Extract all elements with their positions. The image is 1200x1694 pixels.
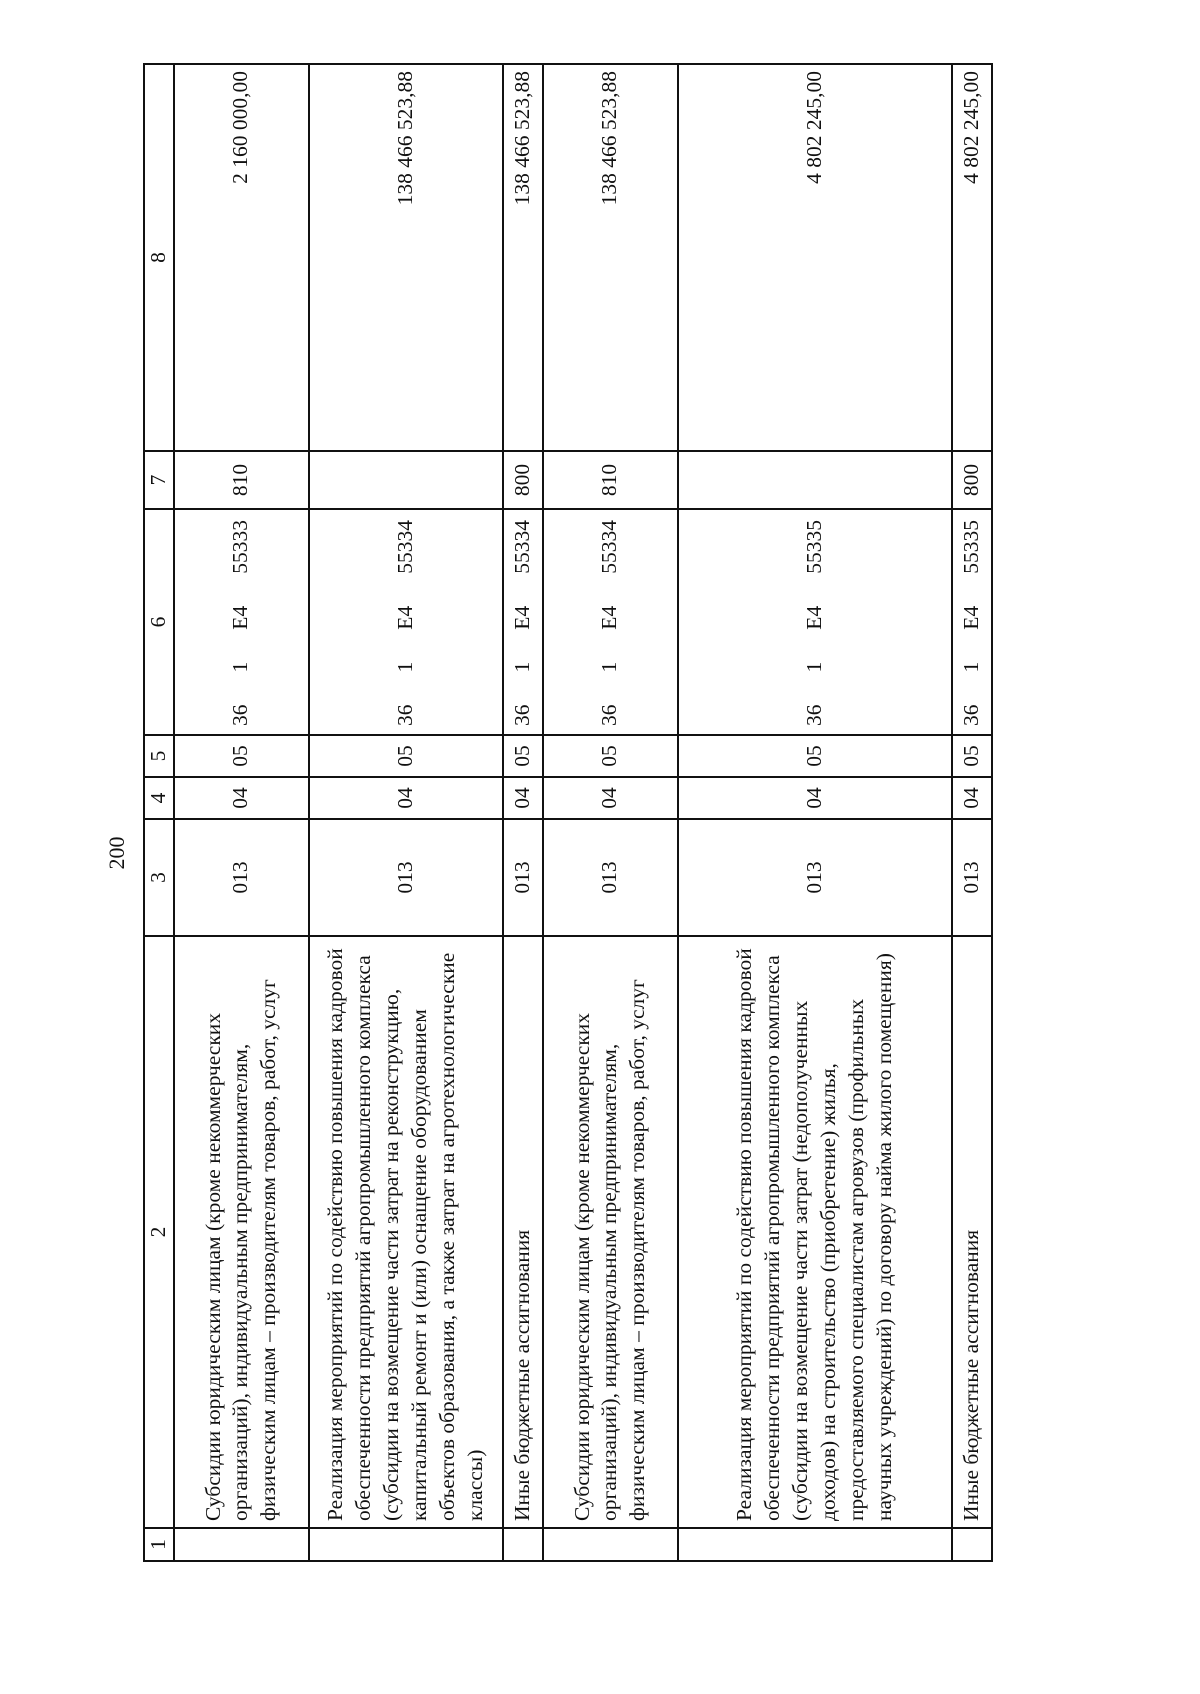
csr-part-subprogram: 1 <box>801 661 826 673</box>
amount: 138 466 523,88 <box>309 64 503 451</box>
csr-part-project: Е4 <box>801 605 826 630</box>
csr-part-subprogram: 1 <box>509 661 534 673</box>
header-col-6: 6 <box>144 509 174 735</box>
row-index-cell <box>309 1528 503 1561</box>
code-col-3: 013 <box>309 819 503 936</box>
csr-part-project: Е4 <box>509 605 534 630</box>
code-col-4: 04 <box>678 777 952 819</box>
csr-part-program: 36 <box>597 704 622 726</box>
amount: 138 466 523,88 <box>543 64 678 451</box>
item-name: Субсидии юридическим лицам (кроме некоммерческих организаций), индивидуальным предпринимателям, физическим лицам – производителям товаров, работ, услуг <box>543 936 678 1528</box>
target-article-code <box>543 509 678 735</box>
table-row <box>174 64 309 1561</box>
header-col-1: 1 <box>144 1528 174 1561</box>
code-col-4: 04 <box>309 777 503 819</box>
table-row <box>309 64 503 1561</box>
header-col-2: 2 <box>144 936 174 1528</box>
row-index-cell <box>678 1528 952 1561</box>
table-row <box>678 64 952 1561</box>
csr-part-subprogram: 1 <box>597 661 622 673</box>
item-name: Реализация мероприятий по содействию повышения кадровой обеспеченности предприятий агропромышленного комплекса (субсидии на возмещение части затрат на реконструкцию, капитальный ремонт и (или) оснащение оборудованием объектов образования, а также затрат на агротехнологические классы) <box>309 936 503 1528</box>
csr-part-program: 36 <box>228 704 253 726</box>
target-article-code <box>503 509 543 735</box>
expense-type-code: 800 <box>503 451 543 509</box>
csr-part-project: Е4 <box>958 605 983 630</box>
code-col-4: 04 <box>543 777 678 819</box>
amount: 4 802 245,00 <box>678 64 952 451</box>
amount: 2 160 000,00 <box>174 64 309 451</box>
code-col-4: 04 <box>503 777 543 819</box>
item-name: Субсидии юридическим лицам (кроме некоммерческих организаций), индивидуальным предпринимателям, физическим лицам – производителям товаров, работ, услуг <box>174 936 309 1528</box>
code-col-5: 05 <box>543 735 678 777</box>
code-col-5: 05 <box>503 735 543 777</box>
csr-part-direction: 55334 <box>509 520 534 574</box>
csr-part-direction: 55335 <box>958 520 983 574</box>
row-index-cell <box>952 1528 992 1561</box>
row-index-cell <box>174 1528 309 1561</box>
code-col-4: 04 <box>174 777 309 819</box>
csr-part-project: Е4 <box>228 605 253 630</box>
csr-part-direction: 55334 <box>392 520 417 574</box>
budget-table <box>143 63 993 1562</box>
code-col-3: 013 <box>543 819 678 936</box>
csr-part-subprogram: 1 <box>228 661 253 673</box>
code-col-5: 05 <box>952 735 992 777</box>
csr-part-project: Е4 <box>597 605 622 630</box>
amount: 138 466 523,88 <box>503 64 543 451</box>
item-name: Иные бюджетные ассигнования <box>952 936 992 1528</box>
header-col-7: 7 <box>144 451 174 509</box>
csr-part-program: 36 <box>801 704 826 726</box>
target-article-code <box>309 509 503 735</box>
target-article-code <box>952 509 992 735</box>
item-name: Иные бюджетные ассигнования <box>503 936 543 1528</box>
target-article-code <box>678 509 952 735</box>
row-index-cell <box>503 1528 543 1561</box>
expense-type-code <box>678 451 952 509</box>
csr-part-program: 36 <box>958 704 983 726</box>
header-col-4: 4 <box>144 777 174 819</box>
row-index-cell <box>543 1528 678 1561</box>
code-col-5: 05 <box>174 735 309 777</box>
expense-type-code <box>309 451 503 509</box>
csr-part-program: 36 <box>392 704 417 726</box>
rotated-page-content <box>143 65 1083 1562</box>
target-article-code <box>174 509 309 735</box>
table-row <box>543 64 678 1561</box>
csr-part-subprogram: 1 <box>392 661 417 673</box>
amount: 4 802 245,00 <box>952 64 992 451</box>
expense-type-code: 800 <box>952 451 992 509</box>
code-col-3: 013 <box>678 819 952 936</box>
page-number: 200 <box>104 836 129 870</box>
table-row <box>952 64 992 1561</box>
expense-type-code: 810 <box>543 451 678 509</box>
code-col-5: 05 <box>678 735 952 777</box>
csr-part-direction: 55335 <box>801 520 826 574</box>
item-name: Реализация мероприятий по содействию повышения кадровой обеспеченности предприятий агропромышленного комплекса (субсидии на возмещение части затрат (недополученных доходов) на строительство (приобретение) жилья, предоставляемого специалистам агровузов (профильных научных учреждений) по договору найма жилого помещения) <box>678 936 952 1528</box>
code-col-4: 04 <box>952 777 992 819</box>
table-row <box>503 64 543 1561</box>
code-col-3: 013 <box>174 819 309 936</box>
csr-part-direction: 55334 <box>597 520 622 574</box>
code-col-3: 013 <box>503 819 543 936</box>
csr-part-project: Е4 <box>392 605 417 630</box>
csr-part-subprogram: 1 <box>958 661 983 673</box>
code-col-3: 013 <box>952 819 992 936</box>
code-col-5: 05 <box>309 735 503 777</box>
expense-type-code: 810 <box>174 451 309 509</box>
header-col-5: 5 <box>144 735 174 777</box>
header-row <box>144 64 174 1561</box>
csr-part-direction: 55333 <box>228 520 253 574</box>
csr-part-program: 36 <box>509 704 534 726</box>
header-col-3: 3 <box>144 819 174 936</box>
header-col-8: 8 <box>144 64 174 451</box>
